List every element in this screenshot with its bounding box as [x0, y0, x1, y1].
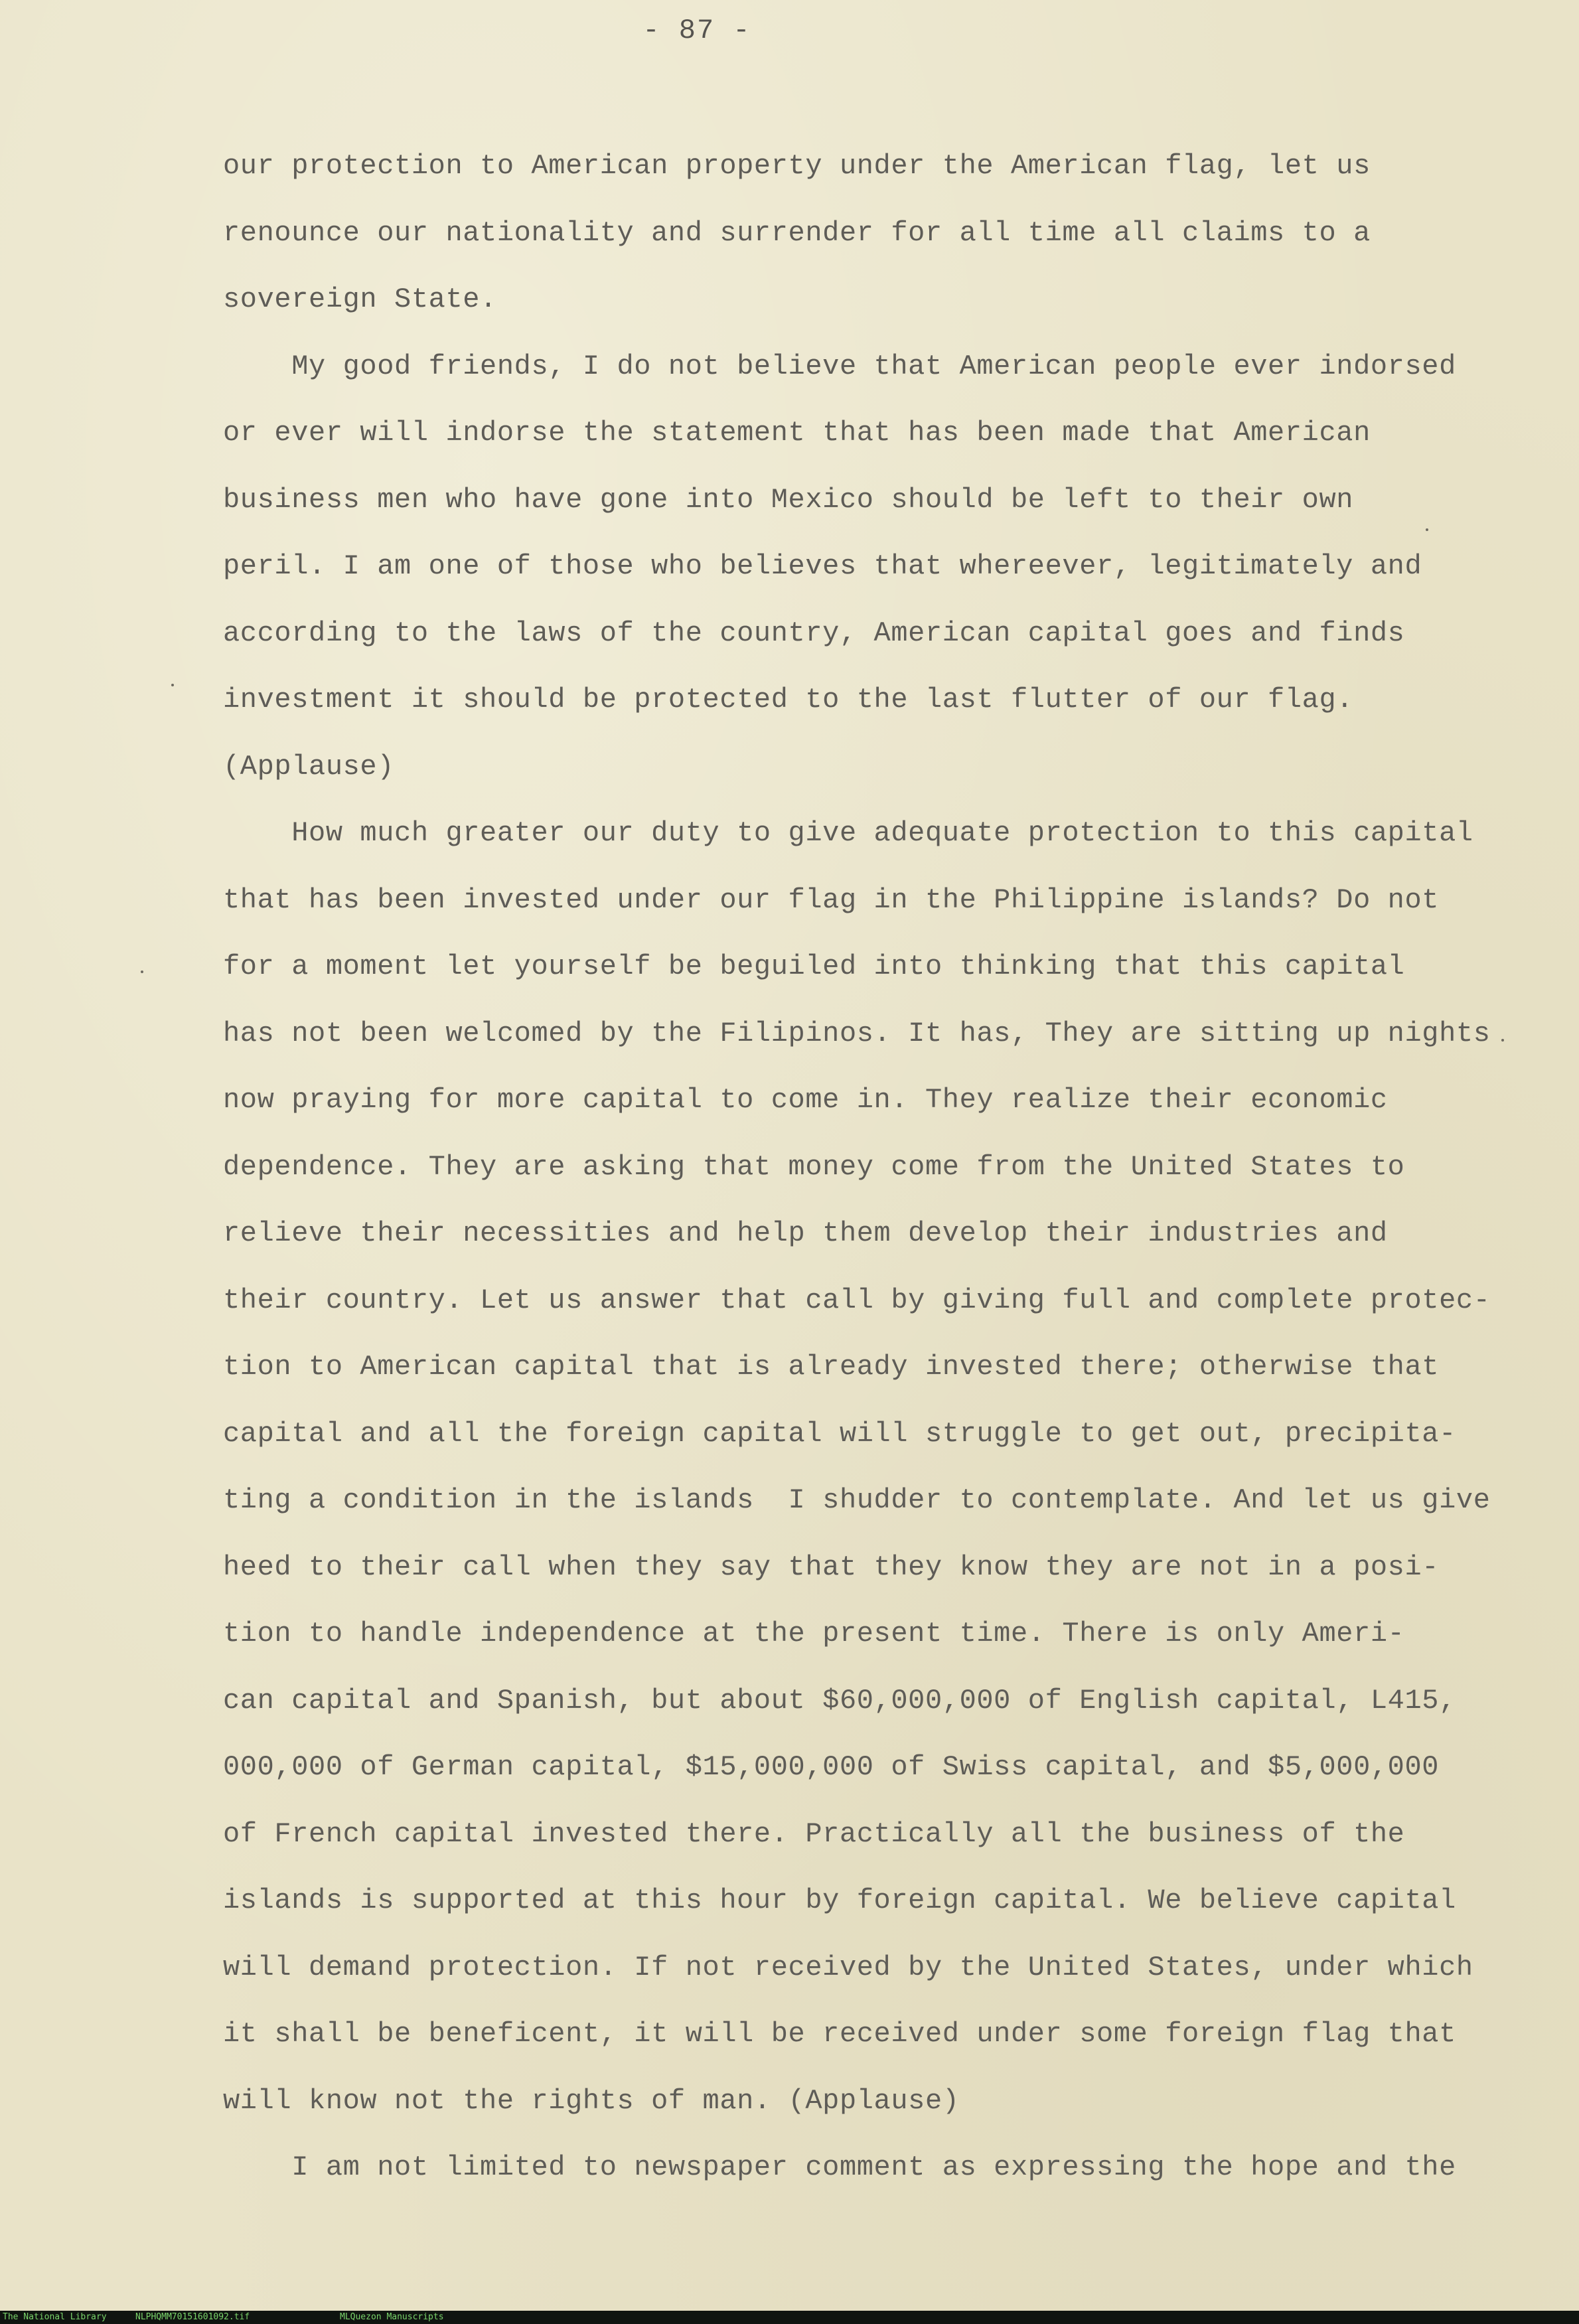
- text-line: that has been invested under our flag in the Philippine islands? Do not: [223, 884, 1440, 916]
- text-line: renounce our nationality and surrender for all time all claims to a: [223, 216, 1371, 249]
- paper-speck: [141, 970, 143, 973]
- text-line: relieve their necessities and help them develop their industries and: [223, 1217, 1388, 1249]
- text-line: How much greater our duty to give adequate protection to this capital: [223, 817, 1473, 849]
- text-line: tion to handle independence at the present time. There is only Ameri-: [223, 1618, 1405, 1650]
- text-line: according to the laws of the country, American capital goes and finds: [223, 617, 1405, 649]
- text-line: peril. I am one of those who believes that whereever, legitimately and: [223, 550, 1422, 582]
- text-line: ting a condition in the islands I shudder to contemplate. And let us give: [223, 1484, 1491, 1516]
- text-line: tion to American capital that is already invested there; otherwise that: [223, 1351, 1440, 1383]
- text-line: it shall be beneficent, it will be received under some foreign flag that: [223, 2018, 1456, 2050]
- footer-file: NLPHQMM70151601092.tif: [135, 2312, 250, 2322]
- text-line: investment it should be protected to the last flutter of our flag.: [223, 684, 1354, 716]
- text-line: or ever will indorse the statement that has been made that American: [223, 417, 1371, 449]
- text-line: now praying for more capital to come in. They realize their economic: [223, 1084, 1388, 1116]
- archive-footer-bar: [0, 2311, 1579, 2324]
- footer-collection: MLQuezon Manuscripts: [340, 2312, 444, 2322]
- text-line: will demand protection. If not received by the United States, under which: [223, 1951, 1473, 1983]
- text-line: capital and all the foreign capital will struggle to get out, precipita-: [223, 1417, 1456, 1450]
- text-line: (Applause): [223, 750, 395, 783]
- text-line: has not been welcomed by the Filipinos. It has, They are sitting up nights: [223, 1017, 1491, 1049]
- text-line: business men who have gone into Mexico should be left to their own: [223, 483, 1354, 516]
- text-line: sovereign State.: [223, 283, 497, 315]
- text-line: 000,000 of German capital, $15,000,000 of Swiss capital, and $5,000,000: [223, 1751, 1440, 1783]
- paper-speck: [1501, 1039, 1504, 1042]
- footer-library: The National Library: [3, 2312, 107, 2322]
- text-line: for a moment let yourself be beguiled into thinking that this capital: [223, 951, 1405, 982]
- text-line: can capital and Spanish, but about $60,000,000 of English capital, L415,: [223, 1684, 1456, 1717]
- paper-speck: [1426, 528, 1428, 531]
- text-line: our protection to American property under the American flag, let us: [223, 150, 1371, 182]
- text-line: islands is supported at this hour by foreign capital. We believe capital: [223, 1885, 1456, 1916]
- typewritten-text: [223, 133, 1517, 2201]
- text-line: dependence. They are asking that money come from the United States to: [223, 1150, 1405, 1183]
- text-line: heed to their call when they say that they know they are not in a posi-: [223, 1551, 1440, 1583]
- text-line: My good friends, I do not believe that American people ever indorsed: [223, 350, 1456, 382]
- text-line: of French capital invested there. Practically all the business of the: [223, 1818, 1405, 1850]
- text-line: their country. Let us answer that call by giving full and complete protec-: [223, 1284, 1491, 1316]
- paper-speck: [171, 684, 174, 686]
- page-number: - 87 -: [642, 15, 751, 46]
- text-line: will know not the rights of man. (Applause): [223, 2084, 960, 2117]
- text-line: I am not limited to newspaper comment as expressing the hope and the: [223, 2151, 1456, 2183]
